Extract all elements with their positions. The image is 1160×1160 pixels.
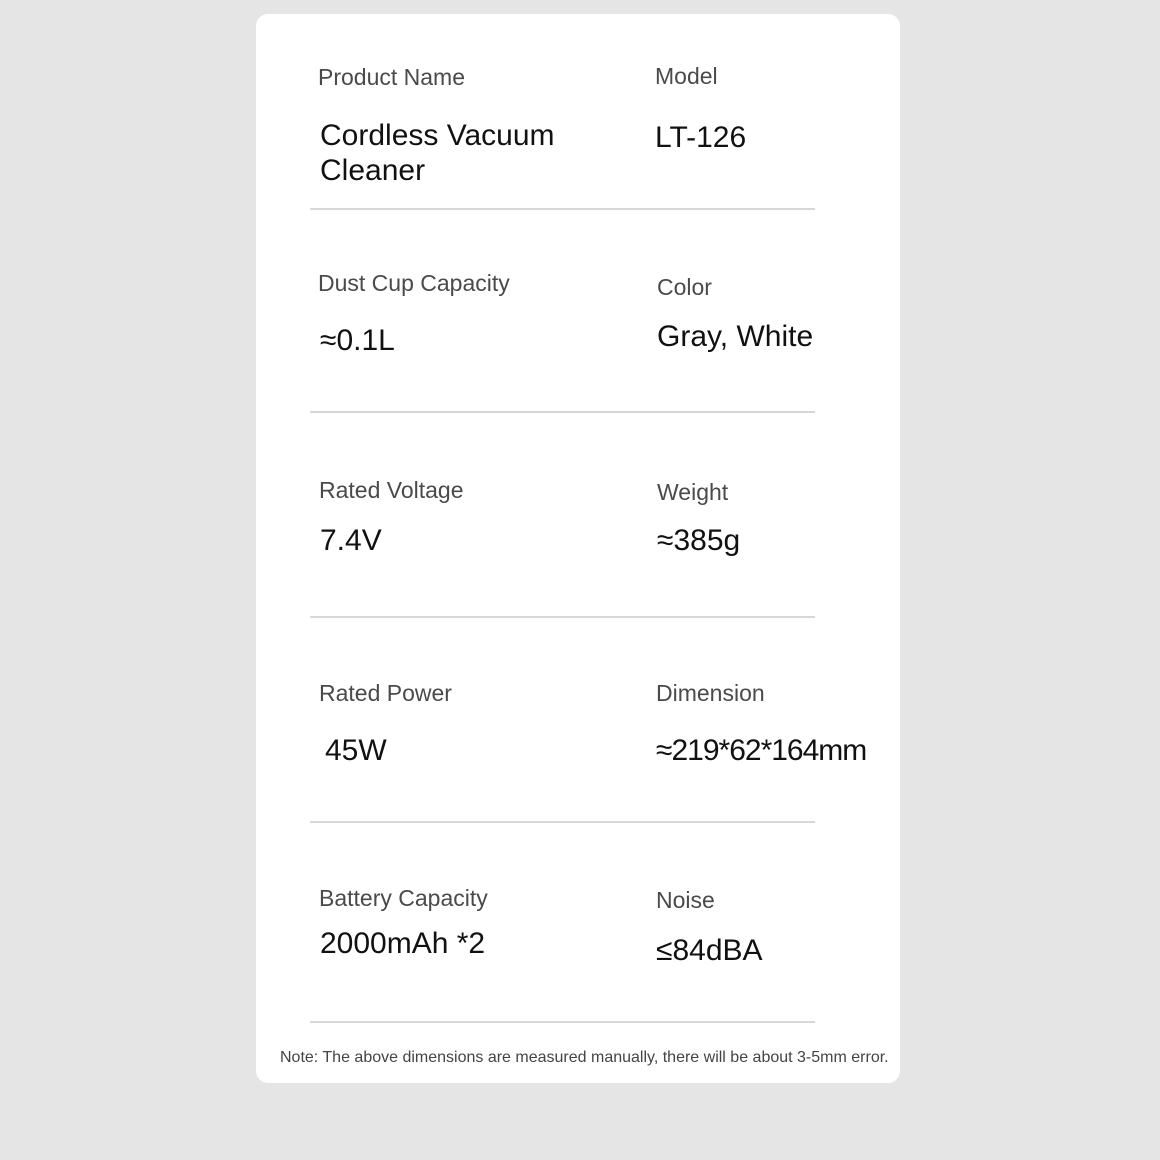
spec-value-weight: ≈385g — [657, 524, 741, 557]
spec-value-color: Gray, White — [657, 320, 814, 353]
spec-label-rated-power: Rated Power — [319, 680, 452, 706]
spec-value-noise: ≤84dBA — [656, 934, 763, 967]
spec-value-dimension: ≈219*62*164mm — [656, 734, 867, 767]
spec-card — [256, 14, 900, 1083]
spec-value-rated-power: 45W — [325, 734, 387, 767]
spec-value-product-name: Cordless Vacuum Cleaner — [320, 119, 555, 187]
spec-label-dimension: Dimension — [656, 680, 765, 706]
row-divider — [310, 411, 815, 413]
spec-value-dust-cup-capacity: ≈0.1L — [320, 324, 395, 357]
spec-label-weight: Weight — [657, 479, 729, 505]
spec-value-rated-voltage: 7.4V — [320, 524, 382, 557]
row-divider — [310, 1021, 815, 1023]
spec-label-model: Model — [655, 63, 718, 89]
measurement-note: Note: The above dimensions are measured manually, there will be about 3-5mm error. — [280, 1049, 889, 1066]
row-divider — [310, 208, 815, 210]
spec-label-dust-cup-capacity: Dust Cup Capacity — [318, 270, 510, 296]
row-divider — [310, 616, 815, 618]
row-divider — [310, 821, 815, 823]
spec-value-model: LT-126 — [655, 121, 747, 154]
spec-label-color: Color — [657, 274, 712, 300]
spec-label-noise: Noise — [656, 887, 715, 913]
spec-value-battery-capacity: 2000mAh *2 — [320, 927, 486, 960]
spec-label-rated-voltage: Rated Voltage — [319, 477, 464, 503]
spec-label-product-name: Product Name — [318, 64, 466, 90]
spec-label-battery-capacity: Battery Capacity — [319, 885, 488, 911]
